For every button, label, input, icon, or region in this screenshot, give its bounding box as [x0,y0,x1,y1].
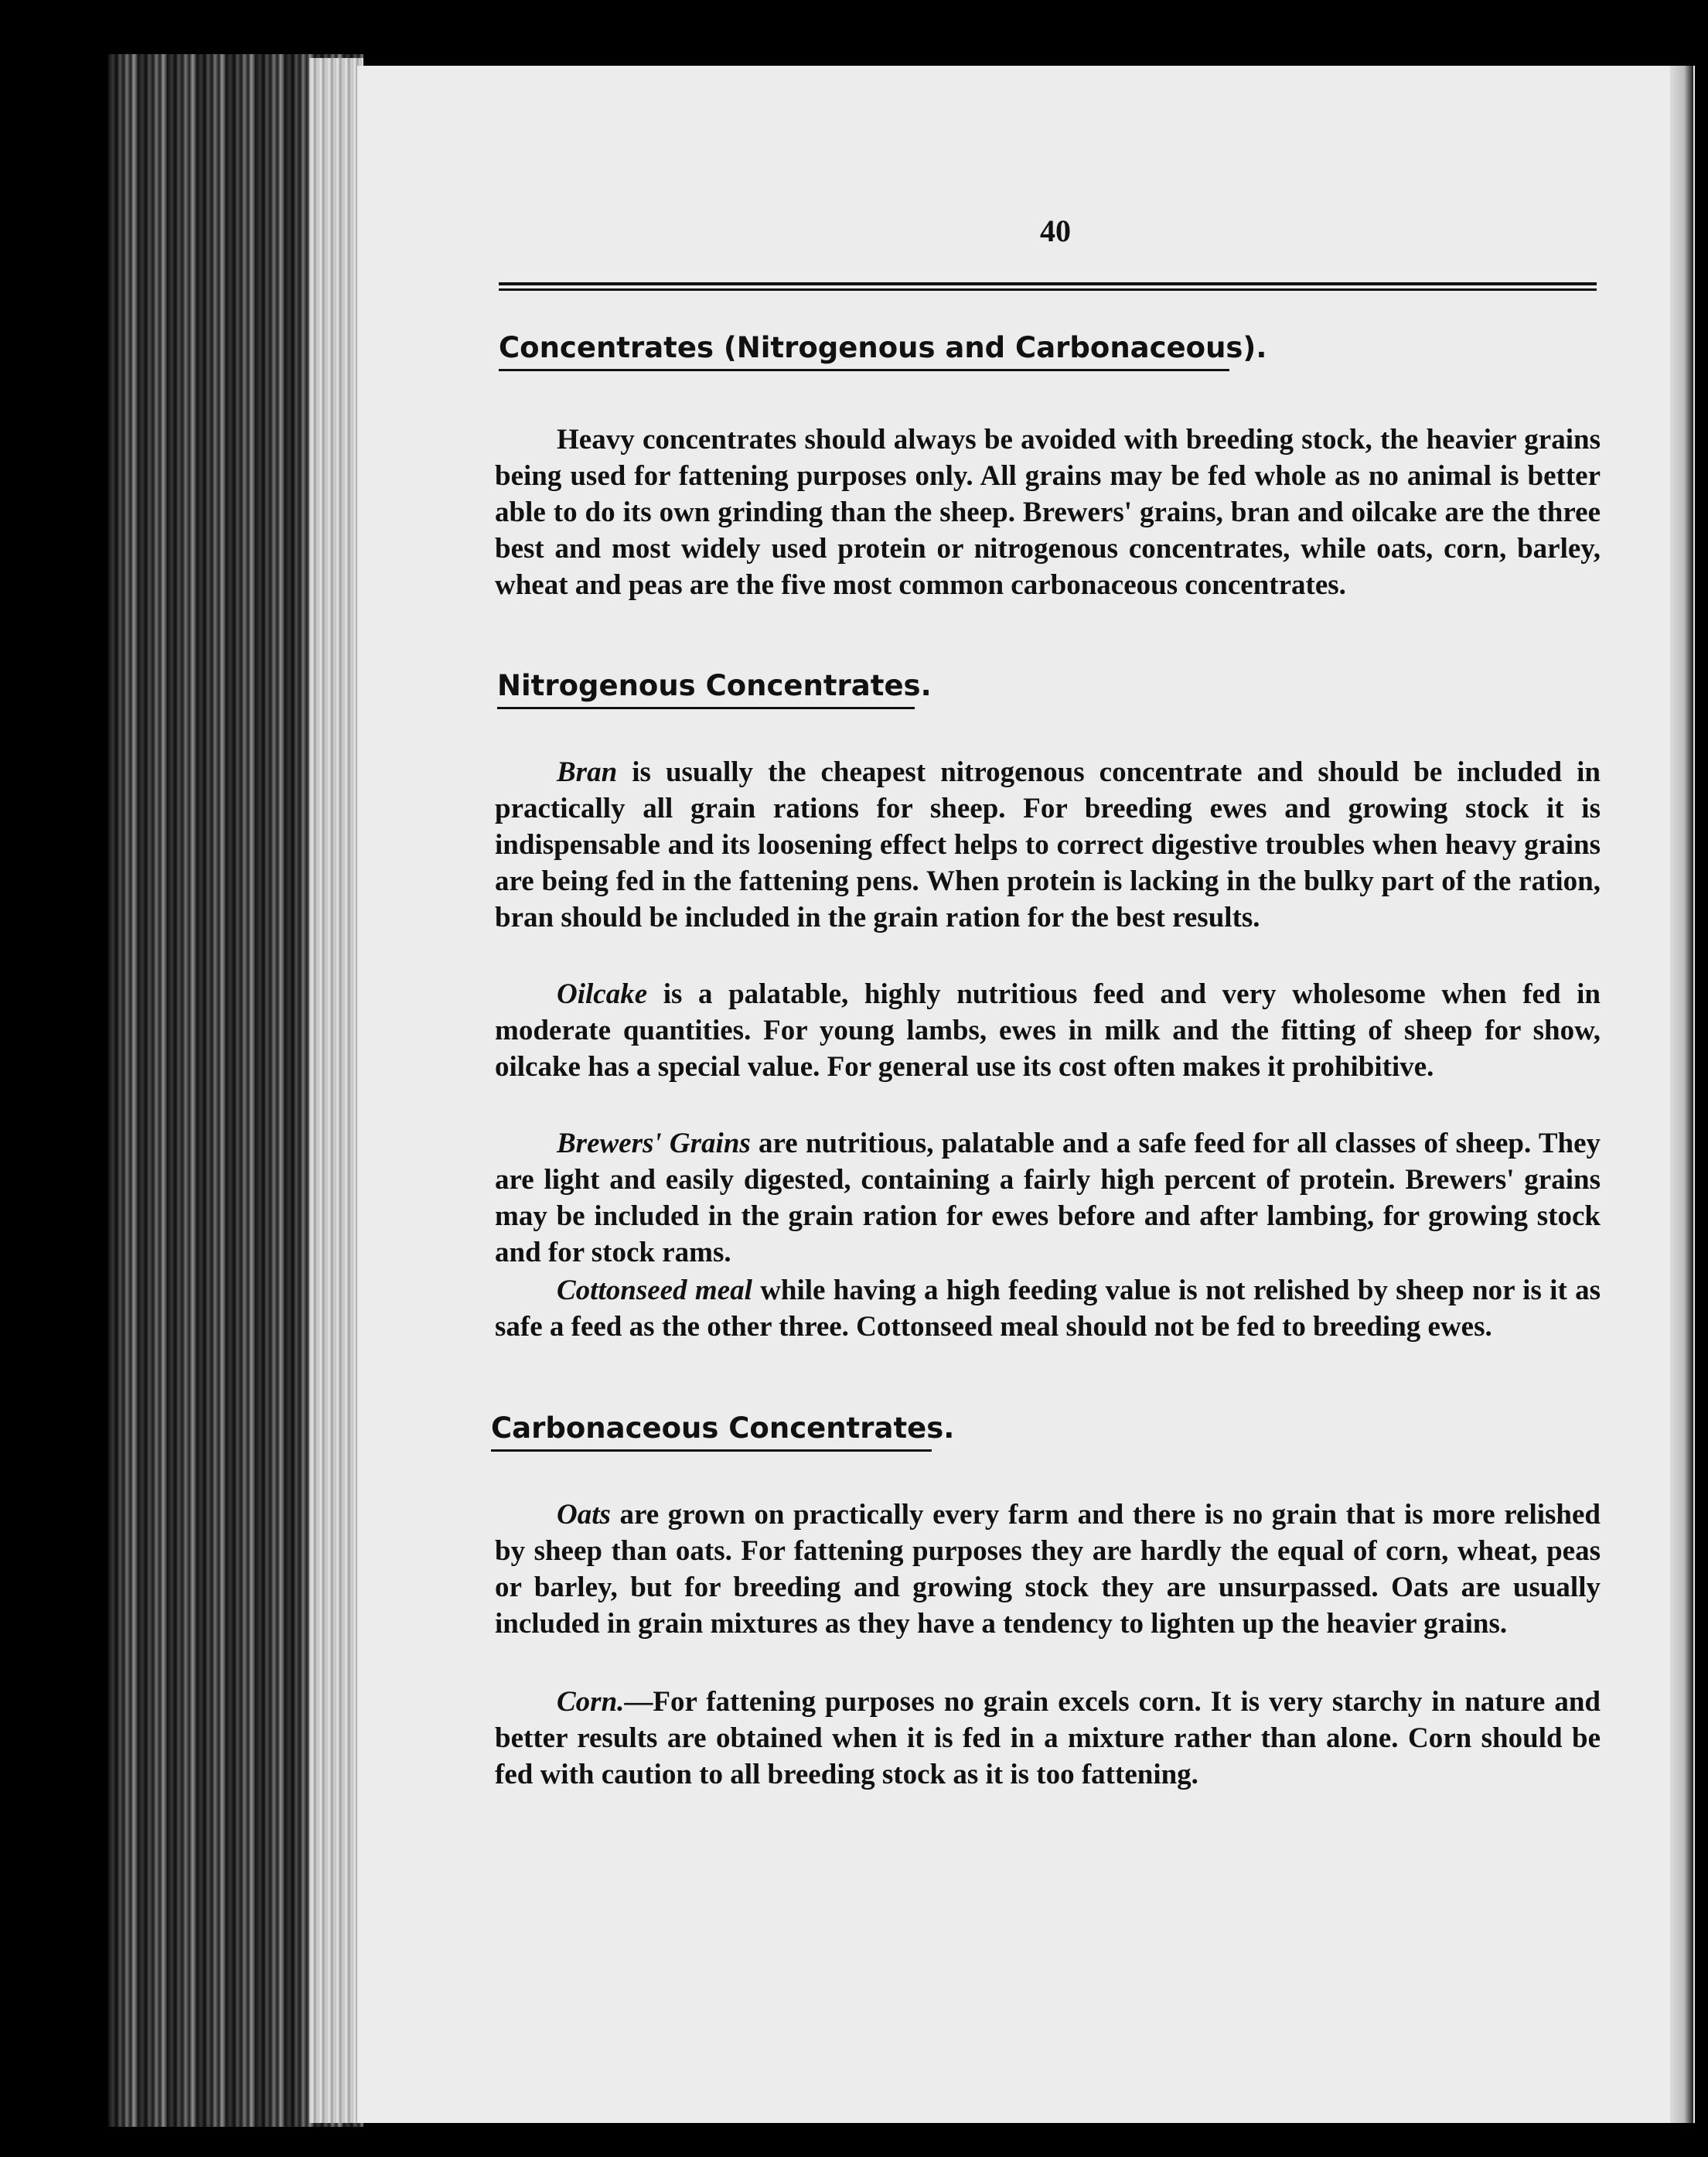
page-edges-light [309,58,363,2123]
paragraph-text: are grown on practically every farm and there is no grain that is more relished by sheep than oats. For fattening purposes they are hardly the equal of corn, wheat, peas or barley, but for breeding and growing stock they are unsurpassed. Oats are usually included in grain mixtures as they have a tendency to lighten up the heavier grains. [495,1499,1601,1640]
paragraph-oilcake [495,976,1601,1085]
section-heading-carbonaceous: Carbonaceous Concentrates. [491,1411,932,1452]
paragraph-brewers-grains [495,1125,1601,1271]
paragraph-lead: Oilcake [557,978,648,1010]
paragraph-corn [495,1684,1601,1793]
paragraph-concentrates [495,422,1601,603]
paragraph-lead: Cottonseed meal [557,1275,752,1306]
paragraph-lead: Corn. [557,1686,625,1718]
paragraph-lead: Bran [557,756,618,788]
page-surface [357,66,1695,2123]
paragraph-text: is usually the cheapest nitrogenous concentrate and should be included in practically all grain rations for sheep. For breeding ewes and growing stock it is indispensable and its loosening effect helps to correct digestive troubles when heavy grains are being fed in the fattening pens. When protein is lacking in the bulky part of the ration, bran should be included in the grain ration for the best results. [495,756,1601,933]
paragraph-text: is a palatable, highly nutritious feed and very wholesome when fed in moderate quantities. For young lambs, ewes in milk and the fitting of sheep for show, oilcake has a special value. For general use its cost often makes it prohibitive. [495,978,1601,1083]
paragraph-oats [495,1497,1601,1642]
paragraph-lead: Brewers' Grains [557,1128,751,1159]
paragraph-text: while having a high feeding value is not relished by sheep nor is it as safe a feed as the other three. Cottonseed meal should not be fed to breeding ewes. [495,1275,1601,1343]
paragraph-text: Heavy concentrates should always be avoided with breeding stock, the heavier grains being used for fattening purposes only. All grains may be fed whole as no animal is better able to do its own grinding than the sheep. Brewers' grains, bran and oilcake are the three best and most widely used protein or nitrogenous concentrates, while oats, corn, barley, wheat and peas are the five most common carbonaceous concentrates. [495,424,1601,601]
paragraph-cottonseed-meal [495,1272,1601,1345]
section-heading-nitrogenous: Nitrogenous Concentrates. [497,669,915,709]
paragraph-text: are nutritious, palatable and a safe feed for all classes of sheep. They are light and easily digested, containing a fairly high percent of protein. Brewers' grains may be included in the grain ration for ewes before and after lambing, for growing stock and for stock rams. [495,1128,1601,1268]
paragraph-text: —For fattening purposes no grain excels corn. It is very starchy in nature and better results are obtained when it is fed in a mixture rather than alone. Corn should be fed with caution to all breeding stock as it is too fattening. [495,1686,1601,1790]
paragraph-bran [495,754,1601,936]
section-heading-concentrates: Concentrates (Nitrogenous and Carbonaceous). [499,331,1229,371]
header-double-rule [499,282,1597,292]
page-right-edge [1670,66,1693,2123]
paragraph-lead: Oats [557,1499,611,1531]
page-number: 40 [1040,213,1071,248]
